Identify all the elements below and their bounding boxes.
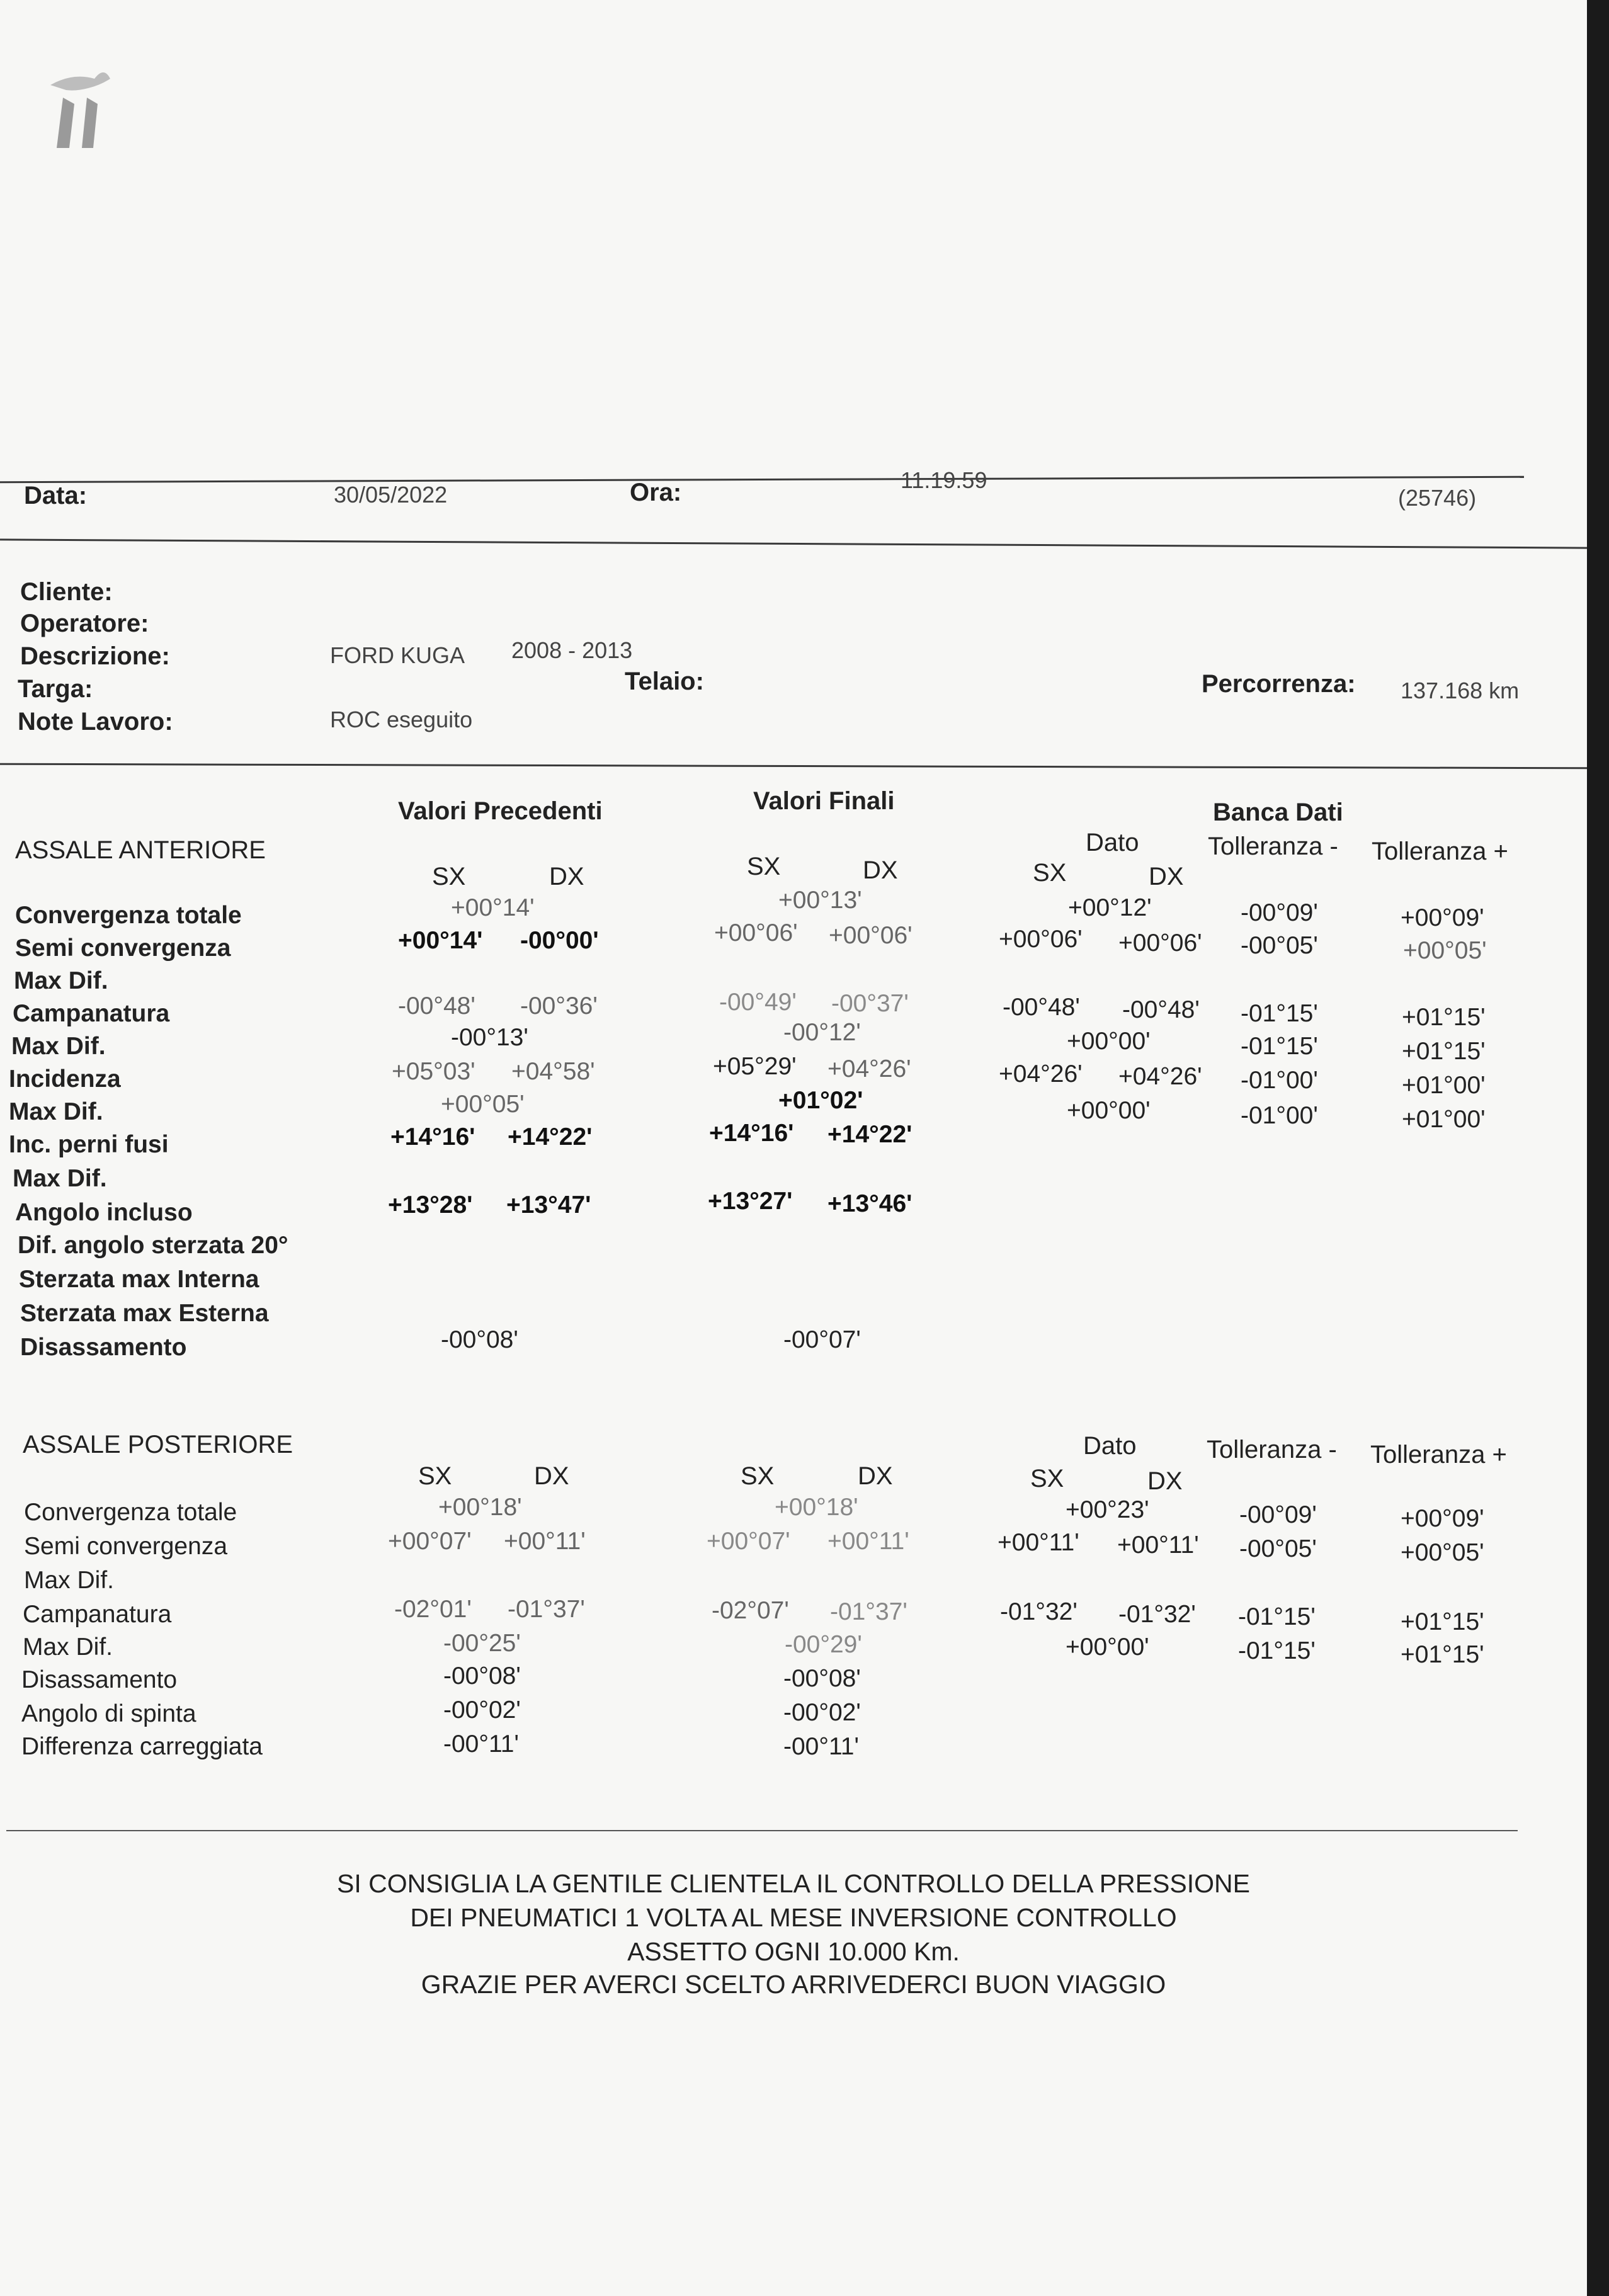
- final-dx-header: DX: [863, 856, 898, 884]
- value-cell: +00°00': [1066, 1634, 1149, 1661]
- value-cell: +00°07': [707, 1528, 790, 1555]
- mileage-value: 137.168 km: [1401, 678, 1520, 703]
- db-dx-header: DX: [1149, 863, 1184, 890]
- value-cell: -01°37': [508, 1596, 585, 1623]
- final-sx-header: SX: [747, 853, 781, 880]
- value-cell: +01°00': [1402, 1106, 1486, 1133]
- value-cell: +00°23': [1066, 1496, 1149, 1523]
- front-row-label: Dif. angolo sterzata 20°: [18, 1232, 288, 1259]
- vehicle-years: 2008 - 2013: [511, 637, 633, 663]
- operatore-label: Operatore:: [20, 610, 149, 637]
- value-cell: -00°08': [783, 1665, 861, 1692]
- telaio-label: Telaio:: [625, 668, 704, 695]
- rear-tol-plus-header: Tolleranza +: [1370, 1441, 1507, 1469]
- value-cell: +00°18': [775, 1494, 858, 1521]
- value-cell: +00°09': [1401, 1505, 1484, 1532]
- value-cell: +00°11': [1117, 1532, 1199, 1559]
- value-cell: -00°11': [783, 1733, 859, 1760]
- value-cell: +01°00': [1402, 1072, 1486, 1099]
- value-cell: +14°16': [390, 1123, 475, 1151]
- value-cell: +00°06': [714, 919, 798, 946]
- value-cell: -01°15': [1241, 1000, 1318, 1027]
- value-cell: +14°22': [508, 1123, 593, 1151]
- value-cell: -01°37': [830, 1598, 907, 1625]
- value-cell: +01°15': [1402, 1004, 1486, 1031]
- value-cell: +00°06': [1118, 929, 1202, 957]
- rear-prev-sx-header: SX: [418, 1462, 452, 1490]
- descrizione-label: Descrizione:: [20, 642, 170, 670]
- value-cell: +00°00': [1067, 1097, 1151, 1124]
- value-cell: +00°18': [438, 1494, 522, 1521]
- front-tol-plus-header: Tolleranza +: [1372, 838, 1508, 865]
- value-cell: +01°15': [1401, 1641, 1484, 1668]
- value-cell: -00°05': [1241, 932, 1318, 959]
- value-cell: +14°16': [709, 1120, 794, 1147]
- value-cell: -02°07': [712, 1597, 789, 1624]
- value-cell: -00°05': [1239, 1535, 1317, 1562]
- divider: [0, 763, 1587, 770]
- value-cell: -00°02': [783, 1699, 861, 1726]
- value-cell: +04°26': [999, 1060, 1083, 1088]
- db-sx-header: SX: [1033, 859, 1067, 887]
- value-cell: +00°14': [398, 927, 483, 954]
- rear-row-label: Max Dif.: [24, 1567, 115, 1594]
- value-cell: -00°48': [1003, 994, 1080, 1021]
- value-cell: +00°00': [1067, 1028, 1151, 1055]
- value-cell: -00°13': [451, 1024, 528, 1051]
- front-row-label: Inc. perni fusi: [9, 1131, 169, 1158]
- value-cell: +14°22': [827, 1121, 913, 1148]
- footer-line: ASSETTO OGNI 10.000 Km.: [627, 1937, 960, 1966]
- rear-row-label: Disassamento: [21, 1666, 178, 1693]
- percorrenza-label: Percorrenza:: [1202, 670, 1356, 698]
- rear-row-label: Angolo di spinta: [21, 1700, 196, 1727]
- value-cell: -00°08': [443, 1662, 521, 1690]
- bird-logo-icon: [38, 60, 113, 154]
- value-cell: -00°48': [1122, 996, 1200, 1023]
- value-cell: +00°05': [441, 1091, 525, 1118]
- vehicle-model: FORD KUGA: [330, 642, 465, 668]
- front-row-label: Max Dif.: [9, 1098, 103, 1125]
- rear-row-label: Semi convergenza: [24, 1533, 228, 1560]
- time-label: Ora:: [630, 479, 682, 506]
- value-cell: -01°15': [1241, 1033, 1318, 1060]
- prev-values-header: Valori Precedenti: [398, 797, 603, 825]
- front-row-label: Incidenza: [9, 1066, 121, 1093]
- rear-dato-header: Dato: [1083, 1432, 1137, 1460]
- rear-db-dx-header: DX: [1147, 1467, 1183, 1495]
- front-row-label: Angolo incluso: [15, 1199, 193, 1226]
- value-cell: -01°00': [1241, 1067, 1318, 1094]
- value-cell: +13°46': [827, 1190, 913, 1217]
- note-value: ROC eseguito: [330, 707, 473, 732]
- value-cell: +04°26': [827, 1055, 911, 1083]
- value-cell: +00°11': [998, 1529, 1079, 1556]
- date-label: Data:: [24, 482, 88, 509]
- rear-prev-dx-header: DX: [534, 1462, 569, 1490]
- value-cell: +00°06': [829, 922, 913, 949]
- divider: [0, 476, 1524, 483]
- value-cell: +13°27': [708, 1188, 793, 1215]
- front-dato-header: Dato: [1086, 829, 1139, 856]
- rear-final-dx-header: DX: [858, 1462, 893, 1490]
- value-cell: -01°32': [1118, 1601, 1196, 1628]
- rear-row-label: Convergenza totale: [24, 1499, 237, 1526]
- value-cell: -01°15': [1238, 1637, 1316, 1664]
- cliente-label: Cliente:: [20, 578, 113, 606]
- front-row-label: Sterzata max Esterna: [20, 1300, 269, 1327]
- footer-line: GRAZIE PER AVERCI SCELTO ARRIVEDERCI BUON VIAGGIO: [421, 1970, 1166, 1999]
- value-cell: -00°11': [443, 1731, 519, 1758]
- footer-line: DEI PNEUMATICI 1 VOLTA AL MESE INVERSIONE CONTROLLO: [410, 1903, 1177, 1932]
- rear-row-label: Max Dif.: [23, 1634, 113, 1661]
- database-header: Banca Dati: [1213, 798, 1343, 826]
- value-cell: -01°15': [1238, 1603, 1316, 1630]
- front-row-label: Campanatura: [13, 1000, 170, 1027]
- prev-dx-header: DX: [549, 863, 584, 890]
- value-cell: +00°06': [999, 926, 1083, 953]
- prev-sx-header: SX: [432, 863, 466, 890]
- divider: [6, 1830, 1518, 1831]
- targa-label: Targa:: [18, 675, 93, 703]
- value-cell: -00°25': [443, 1630, 521, 1657]
- value-cell: -01°00': [1241, 1102, 1318, 1129]
- front-row-label: Convergenza totale: [15, 902, 242, 929]
- value-cell: +13°47': [506, 1191, 591, 1219]
- value-cell: -00°12': [783, 1019, 861, 1046]
- time-value: 11.19.59: [901, 467, 987, 493]
- rear-row-label: Differenza carreggiata: [21, 1733, 263, 1760]
- value-cell: -00°09': [1241, 899, 1318, 926]
- front-tol-minus-header: Tolleranza -: [1208, 833, 1338, 860]
- value-cell: -00°49': [719, 989, 797, 1016]
- value-cell: +00°05': [1401, 1539, 1484, 1566]
- front-row-label: Max Dif.: [13, 1165, 107, 1192]
- value-cell: -01°32': [1000, 1598, 1077, 1625]
- front-row-label: Max Dif.: [14, 967, 108, 994]
- value-cell: +00°09': [1401, 904, 1484, 931]
- value-cell: +05°03': [392, 1058, 475, 1085]
- value-cell: +00°13': [778, 887, 862, 914]
- front-row-label: Sterzata max Interna: [19, 1266, 259, 1293]
- front-row-label: Disassamento: [20, 1334, 187, 1361]
- value-cell: +01°15': [1401, 1608, 1484, 1635]
- front-row-label: Semi convergenza: [15, 935, 231, 962]
- note-label: Note Lavoro:: [18, 708, 173, 736]
- rear-tol-minus-header: Tolleranza -: [1207, 1436, 1337, 1463]
- value-cell: +00°14': [451, 894, 535, 921]
- value-cell: +01°02': [778, 1087, 863, 1114]
- value-cell: -00°09': [1239, 1501, 1317, 1528]
- value-cell: -00°29': [785, 1631, 862, 1658]
- divider: [0, 538, 1587, 548]
- value-cell: -00°37': [831, 990, 909, 1017]
- rear-row-label: Campanatura: [23, 1601, 172, 1628]
- value-cell: +00°11': [827, 1528, 909, 1555]
- rear-axle-title: ASSALE POSTERIORE: [23, 1431, 293, 1458]
- value-cell: +01°15': [1402, 1038, 1486, 1065]
- value-cell: +05°29': [713, 1053, 797, 1080]
- value-cell: -00°48': [398, 992, 475, 1020]
- value-cell: -02°01': [394, 1596, 472, 1623]
- front-axle-title: ASSALE ANTERIORE: [15, 836, 266, 864]
- footer-line: SI CONSIGLIA LA GENTILE CLIENTELA IL CONTROLLO DELLA PRESSIONE: [337, 1869, 1250, 1898]
- value-cell: +04°58': [511, 1058, 595, 1085]
- final-values-header: Valori Finali: [753, 787, 895, 815]
- record-code: (25746): [1398, 485, 1477, 511]
- value-cell: -00°07': [783, 1326, 861, 1353]
- value-cell: +00°12': [1068, 894, 1152, 921]
- rear-final-sx-header: SX: [741, 1462, 775, 1490]
- rear-db-sx-header: SX: [1030, 1465, 1064, 1492]
- value-cell: -00°36': [520, 992, 598, 1020]
- value-cell: -00°02': [443, 1696, 521, 1724]
- front-row-label: Max Dif.: [11, 1033, 106, 1060]
- value-cell: +00°11': [504, 1528, 586, 1555]
- value-cell: -00°08': [441, 1326, 518, 1353]
- value-cell: -00°00': [520, 927, 599, 954]
- value-cell: +00°05': [1403, 937, 1487, 964]
- value-cell: +13°28': [388, 1191, 473, 1219]
- value-cell: +00°07': [388, 1528, 472, 1555]
- date-value: 30/05/2022: [334, 482, 448, 508]
- value-cell: +04°26': [1118, 1063, 1202, 1090]
